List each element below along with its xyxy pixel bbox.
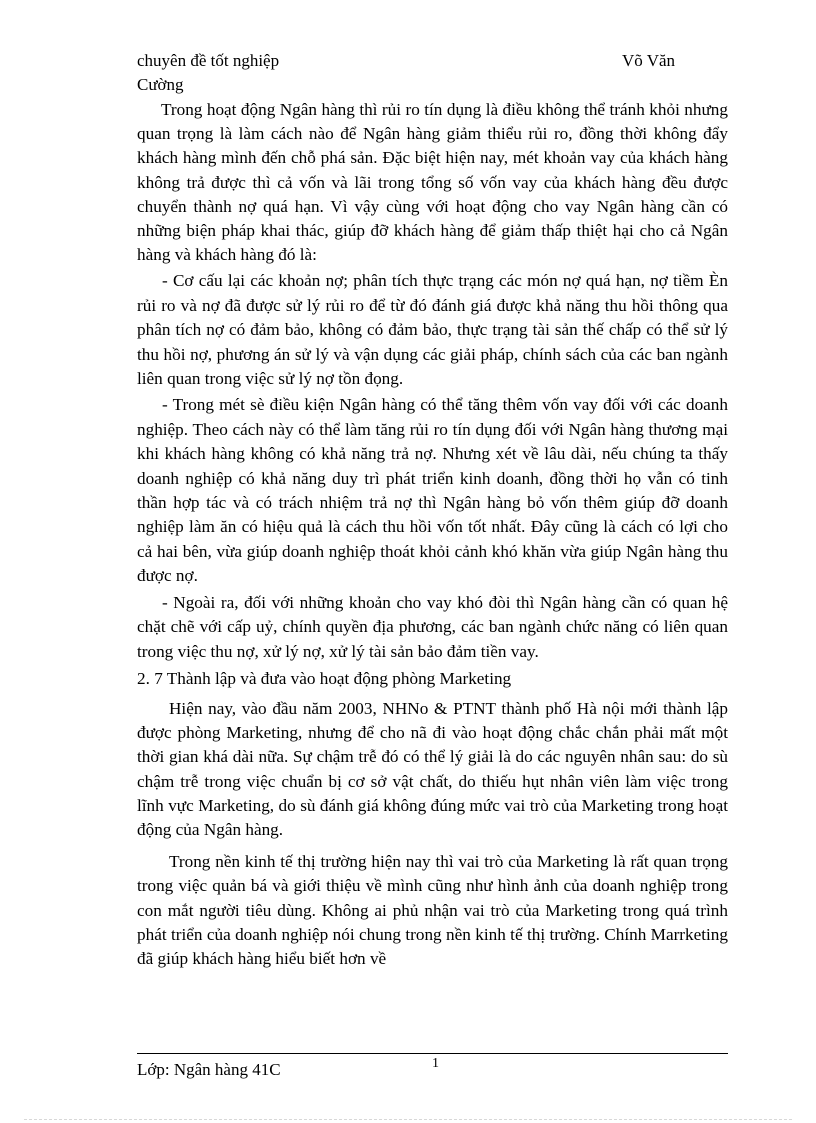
page-bottom-edge: [24, 1119, 792, 1120]
bullet-restructure-debts: - Cơ cấu lại các khoản nợ; phân tích thực trạng các món nợ quá hạn, nợ tiềm Èn rủi ro và nợ đã được sử lý rủi ro để từ đó đánh giá được khả năng thu hồi thông qua phân tích nợ có đảm bảo, không có đảm bảo, thực trạng tài sản thế chấp có thể sử lý thu hồi nợ, phương án sử lý và vận dụng các giải pháp, chính sách của các ban ngành liên quan trong việc sử lý nợ tồn đọng.: [137, 271, 728, 389]
header-author-first-name: Võ Văn: [622, 51, 676, 70]
section-heading: 2. 7 Thành lập và đưa vào hoạt động phòng Marketing: [137, 668, 512, 688]
header-title-block: [137, 49, 437, 97]
bullet-increase-loans: - Trong mét sè điều kiện Ngân hàng có thể tăng thêm vốn vay đối với các doanh nghiệp. Theo cách này có thể làm tăng rủi ro tín dụng đối với Ngân hàng thương mại khi khách hàng không có khả năng trả nợ. Nhưng xét về lâu dài, nếu chúng ta thấy doanh nghiệp có khả năng duy trì phát triển kinh doanh, đồng thời họ vẫn có tinh thần hợp tác và có trách nhiệm trả nợ thì Ngân hàng bỏ vốn thêm giúp đỡ doanh nghiệp làm ăn có hiệu quả là cách thu hồi vốn tốt nhất. Đây cũng là cách có lợi cho cả hai bên, vừa giúp doanh nghiệp thoát khỏi cảnh khó khăn vừa giúp Ngân hàng thu được nợ.: [137, 395, 728, 586]
intro-paragraph: Trong hoạt động Ngân hàng thì rủi ro tín dụng là điều không thể tránh khỏi nhưng quan trọng là làm cách nào để Ngân hàng giảm thiểu rủi ro, đồng thời không đẩy khách hàng mình đến chỗ phá sản. Đặc biệt hiện nay, mét khoản vay của khách hàng không trả được thì cả vốn và lãi trong tổng số vốn vay của khách hàng đều được chuyển thành nợ quá hạn. Vì vậy cùng với hoạt động cho vay Ngân hàng cần có những biện pháp khai thác, giúp đỡ khách hàng để giảm thấp thiệt hại cho cả Ngân hàng và khách hàng đó là:: [137, 100, 728, 265]
header-title: chuyên đề tốt nghiệp: [137, 51, 280, 70]
marketing-paragraph-2: Trong nền kinh tế thị trường hiện nay thì vai trò của Marketing là rất quan trọng trong việc quản bá và giới thiệu về mình cũng như hình ảnh của doanh nghiệp trong con mắt người tiêu dùng. Không ai phủ nhận vai trò của Marketing trong quá trình phát triển của doanh nghiệp nói chung trong nền kinh tế thị trường. Chính Marrketing đã giúp khách hàng hiểu biết hơn về: [137, 852, 728, 968]
document-body: [137, 98, 728, 971]
bullet-bad-debt-relations: - Ngoài ra, đối với những khoản cho vay khó đòi thì Ngân hàng cần có quan hệ chặt chẽ với cấp uỷ, chính quyền địa phương, các ban ngành chức năng có liên quan trong việc thu nợ, xử lý nợ, xử lý tài sản bảo đảm tiền vay.: [137, 592, 728, 661]
page-number: 1: [432, 1056, 439, 1071]
footer-class-label: Lớp: Ngân hàng 41C: [137, 1060, 281, 1079]
header-author-last-name: Cường: [137, 75, 184, 94]
marketing-paragraph-1: Hiện nay, vào đầu năm 2003, NHNo & PTNT thành phố Hà nội mới thành lập được phòng Marketing, nhưng để cho nã đi vào hoạt động chắc chắn phải mất một thời gian khá dài nữa. Sự chậm trễ đó có thể lý giải là do các nguyên nhân sau: do sù chậm trễ trong việc chuẩn bị cơ sở vật chất, do thiếu hụt nhân viên làm việc trong lĩnh vực Marketing, do sù đánh giá không đúng mức vai trò của Marketing trong hoạt động của Ngân hàng.: [137, 698, 728, 839]
